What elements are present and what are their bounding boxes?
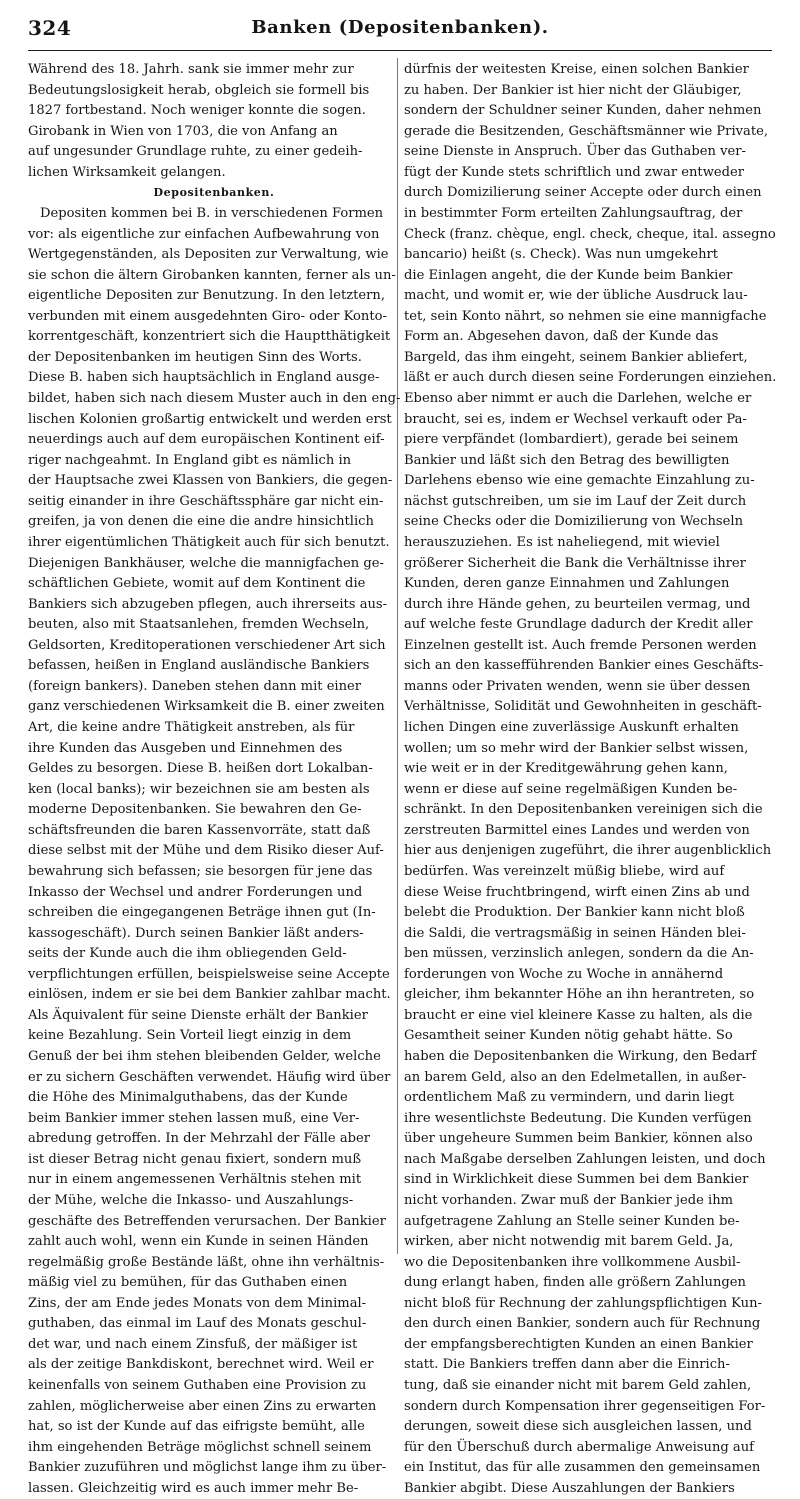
- text-line: fügt der Kunde stets schriftlich und zwar entweder: [404, 164, 745, 180]
- text-line: der empfangsberechtigten Kunden an einen Bankier: [404, 1336, 753, 1352]
- text-line: auf ungesunder Grundlage ruhte, zu einer gedeih-: [28, 144, 363, 160]
- text-line: Diese B. haben sich hauptsächlich in England ausge-: [28, 370, 380, 386]
- text-line: guthaben, das einmal im Lauf des Monats geschul-: [28, 1316, 367, 1332]
- text-line: zu haben. Der Bankier ist hier nicht der Gläubiger,: [404, 82, 742, 98]
- text-line: piere verpfändet (lombardiert), gerade bei seinem: [404, 432, 739, 448]
- text-line: braucht er eine viel kleinere Kasse zu halten, als die: [404, 1007, 753, 1023]
- text-line: moderne Depositenbanken. Sie bewahren den Ge-: [28, 802, 362, 818]
- text-line: braucht, sei es, indem er Wechsel verkauft oder Pa-: [404, 411, 747, 427]
- section-heading: Depositenbanken.: [153, 186, 275, 200]
- text-line: lichen Wirksamkeit gelangen.: [28, 164, 226, 180]
- text-line: bewahrung sich befassen; sie besorgen für jene das: [28, 863, 373, 879]
- text-line: sich an den kassefführenden Bankier eines Geschäfts-: [404, 658, 764, 674]
- page-header: [28, 12, 772, 51]
- text-line: die Saldi, die vertragsmäßig in seinen Händen blei-: [404, 925, 746, 941]
- text-line: befassen, heißen in England ausländische Bankiers: [28, 658, 370, 674]
- text-line: wirken, aber nicht notwendig mit barem Geld. Ja,: [404, 1234, 734, 1250]
- text-line: Geldsorten, Kreditoperationen verschiedener Art sich: [28, 637, 386, 653]
- text-line: Bankier abgibt. Diese Auszahlungen der Bankiers: [404, 1480, 735, 1496]
- text-line: Verhältnisse, Solidität und Gewohnheiten in geschäft-: [404, 699, 762, 715]
- text-line: diese Weise fruchtbringend, wirft einen Zins ab und: [404, 884, 750, 900]
- text-line: nur in einem angemessenen Verhältnis stehen mit: [28, 1172, 362, 1188]
- text-line: ihrer eigentümlichen Thätigkeit auch für sich benutzt.: [28, 534, 390, 550]
- text-line: tet, sein Konto nährt, so nehmen sie eine mannigfache: [404, 308, 767, 324]
- text-line: Form an. Abgesehen davon, daß der Kunde das: [404, 329, 719, 345]
- text-line: lichen Dingen eine zuverlässige Auskunft erhalten: [404, 720, 739, 735]
- text-line: sind in Wirklichkeit diese Summen bei dem Bankier: [404, 1172, 749, 1188]
- text-line: Bargeld, das ihm eingeht, seinem Bankier abliefert,: [404, 349, 748, 365]
- text-line: schreiben die eingegangenen Beträge ihnen gut (In-: [28, 905, 376, 921]
- text-line: diese selbst mit der Mühe und dem Risiko dieser Auf-: [28, 843, 384, 859]
- text-line: seine Checks oder die Domizilierung von Wechseln: [404, 514, 743, 530]
- text-line: läßt er auch durch diesen seine Forderungen einziehen.: [404, 370, 776, 386]
- text-line: Gesamtheit seiner Kunden nötig gehabt hätte. So: [404, 1028, 733, 1044]
- text-line: manns oder Privaten wenden, wenn sie über dessen: [404, 678, 751, 694]
- text-line: sondern der Schuldner seiner Kunden, daher nehmen: [404, 103, 762, 119]
- text-line: regelmäßig große Bestände läßt, ohne ihn verhältnis-: [28, 1254, 385, 1270]
- text-line: Genuß der bei ihm stehen bleibenden Gelder, welche: [28, 1049, 381, 1064]
- text-line: Depositen kommen bei B. in verschiedenen Formen: [40, 205, 384, 221]
- text-line: korrentgeschäft, konzentriert sich die Hauptthätigkeit: [28, 329, 391, 345]
- text-line: seine Dienste in Anspruch. Über das Guthaben ver-: [404, 144, 746, 160]
- text-line: macht, und womit er, wie der übliche Ausdruck lau-: [404, 288, 748, 304]
- right-column: [404, 60, 776, 1499]
- text-line: Als Äquivalent für seine Dienste erhält der Bankier: [28, 1007, 368, 1023]
- text-line: hier aus denjenigen zugeführt, die ihrer augenblicklich: [404, 843, 772, 859]
- text-line: Kunden, deren ganze Einnahmen und Zahlungen: [404, 576, 730, 592]
- text-line: zahlen, möglicherweise aber einen Zins zu erwarten: [28, 1398, 377, 1414]
- text-line: ist dieser Betrag nicht genau fixiert, sondern muß: [28, 1151, 362, 1167]
- text-line: Diejenigen Bankhäuser, welche die mannigfachen ge-: [28, 555, 384, 571]
- text-line: statt. Die Bankiers treffen dann aber die Einrich-: [404, 1357, 730, 1373]
- text-line: den durch einen Bankier, sondern auch für Rechnung: [404, 1316, 761, 1332]
- text-line: beuten, also mit Staatsanlehen, fremden Wechseln,: [28, 617, 370, 633]
- text-line: bildet, haben sich nach diesem Muster auch in den eng-: [28, 391, 400, 406]
- text-line: die Einlagen angeht, die der Kunde beim Bankier: [404, 267, 733, 283]
- text-line: greifen, ja von denen die eine die andre hinsichtlich: [28, 514, 374, 530]
- text-line: Bankier und läßt sich den Betrag des bewilligten: [404, 452, 730, 468]
- text-line: kassogeschäft). Durch seinen Bankier läßt anders-: [28, 925, 364, 941]
- text-line: durch Domizilierung seiner Accepte oder durch einen: [404, 185, 762, 201]
- text-line: der Depositenbanken im heutigen Sinn des Worts.: [28, 349, 362, 365]
- text-line: Darlehens ebenso wie eine gemachte Einzahlung zu-: [404, 473, 755, 489]
- text-line: abredung getroffen. In der Mehrzahl der Fälle aber: [28, 1131, 371, 1147]
- text-line: wollen; um so mehr wird der Bankier selbst wissen,: [404, 740, 749, 756]
- text-line: eigentliche Depositen zur Benutzung. In den letztern,: [28, 288, 386, 304]
- text-line: wie weit er in der Kreditgewährung gehen kann,: [404, 761, 728, 777]
- text-line: als der zeitige Bankdiskont, berechnet wird. Weil er: [28, 1357, 374, 1373]
- text-line: wenn er diese auf seine regelmäßigen Kunden be-: [404, 781, 738, 797]
- text-line: über ungeheure Summen beim Bankier, können also: [404, 1131, 753, 1147]
- text-line: Bedeutungslosigkeit herab, obgleich sie formell bis: [28, 82, 370, 98]
- text-line: gerade die Besitzenden, Geschäftsmänner wie Private,: [404, 123, 769, 139]
- text-line: hat, so ist der Kunde auf das eifrigste bemüht, alle: [28, 1419, 365, 1435]
- text-line: dung erlangt haben, finden alle größern Zahlungen: [404, 1275, 746, 1291]
- text-line: ihre Kunden das Ausgeben und Einnehmen des: [28, 740, 343, 756]
- text-line: beim Bankier immer stehen lassen muß, eine Ver-: [28, 1110, 360, 1126]
- text-line: belebt die Produktion. Der Bankier kann nicht bloß: [404, 905, 745, 921]
- text-line: vor: als eigentliche zur einfachen Aufbewahrung von: [28, 226, 380, 242]
- text-line: ein Institut, das für alle zusammen den gemeinsamen: [404, 1460, 761, 1476]
- text-line: schränkt. In den Depositenbanken vereinigen sich die: [404, 802, 763, 818]
- text-line: bedürfen. Was vereinzelt müßig bliebe, wird auf: [404, 863, 725, 879]
- text-line: herauszuziehen. Es ist naheliegend, mit wieviel: [404, 534, 720, 550]
- text-line: keinenfalls von seinem Guthaben eine Provision zu: [28, 1378, 367, 1393]
- text-line: bancario) heißt (s. Check). Was nun umgekehrt: [404, 247, 719, 263]
- text-line: Während des 18. Jahrh. sank sie immer mehr zur: [28, 62, 354, 77]
- text-line: größerer Sicherheit die Bank die Verhältnisse ihrer: [404, 555, 746, 571]
- text-line: neuerdings auch auf dem europäischen Kontinent eif-: [28, 432, 385, 448]
- text-line: sondern durch Kompensation ihrer gegenseitigen For-: [404, 1398, 766, 1414]
- text-line: det war, und nach einem Zinsfuß, der mäßiger ist: [28, 1336, 358, 1352]
- text-line: zerstreuten Barmittel eines Landes und werden von: [404, 822, 750, 838]
- text-line: wo die Depositenbanken ihre vollkommene Ausbil-: [404, 1254, 741, 1270]
- text-line: für den Überschuß durch abermalige Anweisung auf: [404, 1439, 755, 1455]
- text-line: gleicher, ihm bekannter Höhe an ihn herantreten, so: [404, 987, 755, 1003]
- text-line: lischen Kolonien großartig entwickelt und werden erst: [28, 411, 392, 427]
- text-line: seits der Kunde auch die ihm obliegenden Geld-: [28, 946, 347, 962]
- text-line: Zins, der am Ende jedes Monats von dem Minimal-: [28, 1295, 367, 1311]
- text-line: riger nachgeahmt. In England gibt es nämlich in: [28, 452, 352, 468]
- text-line: derungen, soweit diese sich ausgleichen lassen, und: [404, 1419, 752, 1435]
- running-title: Banken (Depositenbanken).: [251, 17, 549, 38]
- text-line: geschäfte des Betreffenden verursachen. Der Bankier: [28, 1213, 386, 1229]
- text-line: lassen. Gleichzeitig wird es auch immer mehr Be-: [28, 1480, 359, 1496]
- text-line: ken (local banks); wir bezeichnen sie am besten als: [28, 781, 370, 797]
- text-line: er zu sichern Geschäften verwendet. Häufig wird über: [28, 1069, 391, 1085]
- text-line: Ebenso aber nimmt er auch die Darlehen, welche er: [404, 391, 752, 406]
- text-line: Check (franz. chèque, engl. check, cheque, ital. assegno: [404, 226, 776, 242]
- text-line: mäßig viel zu bemühen, für das Guthaben einen: [28, 1275, 348, 1291]
- text-line: dürfnis der weitesten Kreise, einen solchen Bankier: [404, 62, 749, 77]
- text-line: verbunden mit einem ausgedehnten Giro- oder Konto-: [28, 308, 387, 324]
- text-line: der Hauptsache zwei Klassen von Bankiers, die gegen-: [28, 473, 393, 489]
- text-line: keine Bezahlung. Sein Vorteil liegt einzig in dem: [28, 1028, 352, 1044]
- text-line: Girobank in Wien von 1703, die von Anfang an: [28, 123, 338, 139]
- text-line: Wertgegenständen, als Depositen zur Verwaltung, wie: [28, 247, 389, 263]
- text-line: schäftlichen Gebiete, womit auf dem Kontinent die: [28, 576, 366, 592]
- text-line: durch ihre Hände gehen, zu beurteilen vermag, und: [404, 596, 751, 612]
- text-line: Geldes zu besorgen. Diese B. heißen dort Lokalban-: [28, 761, 373, 777]
- text-line: ihre wesentlichste Bedeutung. Die Kunden verfügen: [404, 1110, 752, 1126]
- text-line: 1827 fortbestand. Noch weniger konnte die sogen.: [28, 103, 366, 119]
- text-line: die Höhe des Minimalguthabens, das der Kunde: [28, 1090, 348, 1106]
- text-line: zahlt auch wohl, wenn ein Kunde in seinen Händen: [28, 1234, 369, 1250]
- text-line: tung, daß sie einander nicht mit barem Geld zahlen,: [404, 1378, 752, 1393]
- text-line: Bankier zuzuführen und möglichst lange ihm zu über-: [28, 1460, 387, 1476]
- text-line: seitig einander in ihre Geschäftssphäre gar nicht ein-: [28, 493, 384, 509]
- text-line: nächst gutschreiben, um sie im Lauf der Zeit durch: [404, 493, 747, 509]
- text-line: der Mühe, welche die Inkasso- und Auszahlungs-: [28, 1192, 354, 1208]
- text-line: Art, die keine andre Thätigkeit anstreben, als für: [28, 720, 355, 735]
- text-line: schäftsfreunden die baren Kassenvorräte, statt daß: [28, 822, 371, 838]
- text-line: forderungen von Woche zu Woche in annähernd: [404, 966, 724, 982]
- text-line: verpflichtungen erfüllen, beispielsweise seine Accepte: [28, 966, 390, 982]
- text-line: aufgetragene Zahlung an Stelle seiner Kunden be-: [404, 1213, 740, 1229]
- text-line: nicht vorhanden. Zwar muß der Bankier jede ihm: [404, 1192, 734, 1208]
- text-line: (foreign bankers). Daneben stehen dann mit einer: [28, 678, 362, 694]
- text-line: an barem Geld, also an den Edelmetallen, in außer-: [404, 1069, 747, 1085]
- text-line: einlösen, indem er sie bei dem Bankier zahlbar macht.: [28, 987, 391, 1003]
- text-line: Einzelnen gestellt ist. Auch fremde Personen werden: [404, 637, 757, 653]
- text-line: ihm eingehenden Beträge möglichst schnell seinem: [28, 1439, 372, 1455]
- text-line: sie schon die ältern Girobanken kannten, ferner als un-: [28, 267, 396, 283]
- text-line: ben müssen, verzinslich anlegen, sondern da die An-: [404, 946, 754, 962]
- text-line: nicht bloß für Rechnung der zahlungspflichtigen Kun-: [404, 1295, 762, 1311]
- page-number: 324: [28, 16, 72, 40]
- text-line: Inkasso der Wechsel und andrer Forderungen und: [28, 884, 363, 900]
- text-line: in bestimmter Form erteilten Zahlungsauftrag, der: [404, 205, 743, 221]
- left-column: [28, 60, 400, 1499]
- text-line: ganz verschiedenen Wirksamkeit die B. einer zweiten: [28, 699, 385, 715]
- text-line: ordentlichem Maß zu vermindern, und darin liegt: [404, 1090, 735, 1106]
- text-line: nach Maßgabe derselben Zahlungen leisten, und doch: [404, 1151, 766, 1167]
- text-line: Bankiers sich abzugeben pflegen, auch ihrerseits aus-: [28, 596, 388, 612]
- text-line: auf welche feste Grundlage dadurch der Kredit aller: [404, 617, 753, 633]
- text-line: haben die Depositenbanken die Wirkung, den Bedarf: [404, 1049, 757, 1064]
